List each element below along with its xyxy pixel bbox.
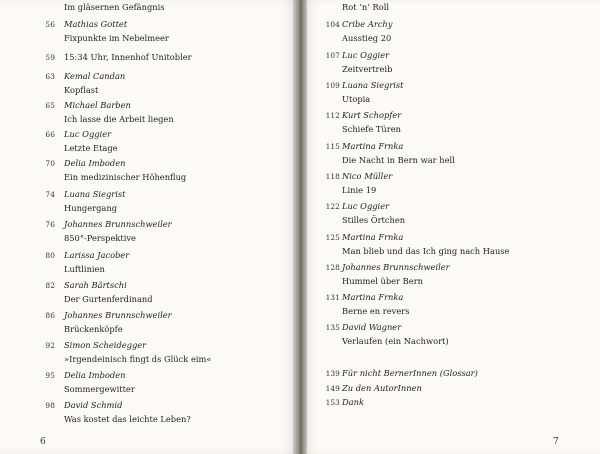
entry-page-number: 109 [325,81,340,90]
entry-author: Martina Frnka [342,292,404,302]
entry-title: Brückenköpfe [64,324,123,334]
entry-page-number: 86 [45,311,55,320]
entry-page-number: 135 [325,323,340,332]
entry-title: Utopia [342,94,371,104]
toc-entry [0,171,600,205]
entry-author: Sarah Bärtschi [64,280,127,290]
entry-author: Johannes Brunnschweiler [64,310,172,320]
entry-page-number: 107 [325,51,340,60]
entry-title: Letzte Etage [64,143,118,153]
entry-page-number: 112 [325,111,340,120]
page-number-left: 6 [40,437,46,447]
entry-title: Ausstieg 20 [342,33,392,43]
entry-page-number: 59 [45,53,55,62]
entry-page-number: 82 [45,281,55,290]
entry-page-number: 56 [45,20,55,29]
entry-author: David Schmid [64,400,123,410]
entry-author: Luc Oggier [342,201,390,211]
entry-title: Was kostet das leichte Leben? [64,414,191,424]
entry-author: Martina Frnka [342,232,404,242]
entry-page-number: 98 [45,401,55,410]
entry-page-number: 139 [325,369,340,378]
entry-title: Verlaufen (ein Nachwort) [342,336,449,346]
toc-entry [0,80,600,114]
entry-title: Man blieb und das Ich ging nach Hause [342,246,510,256]
entry-title: Stilles Örtchen [342,215,406,225]
entry-title: Linie 19 [342,185,377,195]
entry-page-number: 118 [325,172,340,181]
entry-author: Simon Scheidegger [64,340,147,350]
entry-author: Kemal Candan [64,71,126,81]
entry-title: Berne en revers [342,306,410,316]
entry-author: Luc Oggier [342,50,390,60]
toc-entry [0,322,600,356]
entry-author: Larissa Jacober [64,250,130,260]
entry-title: Luftlinien [64,264,105,274]
entry-title: Sommergewitter [64,384,135,394]
entry-author: Delia Imboden [64,370,126,380]
entry-page-number: 74 [45,190,55,199]
entry-author: David Wagner [342,322,402,332]
entry-page-number: 95 [45,371,55,380]
entry-page-number: 63 [45,72,55,81]
entry-page-number: 92 [45,341,55,350]
entry-author: Mathias Gottet [64,19,128,29]
entry-page-number: 104 [325,20,340,29]
entry-page-number: 131 [325,293,340,302]
entry-author: Johannes Brunnschweiler [64,219,172,229]
entry-title: Ein medizinischer Höhenflug [64,172,187,182]
entry-title: Kopflast [64,85,99,95]
toc-entry [0,232,600,266]
toc-entry [0,201,600,235]
entry-title: Dank [342,397,364,407]
entry-title: 850°-Perspektive [64,233,136,243]
entry-page-number: 115 [325,142,340,151]
entry-page-number: 80 [45,251,55,260]
page-number-right: 7 [553,437,559,447]
toc-entry [0,50,600,84]
entry-page-number: 70 [45,159,55,168]
entry-author: Delia Imboden [64,158,126,168]
entry-title: Zu den AutorInnen [342,383,422,393]
entry-title: 15:34 Uhr, Innenhof Unitobler [64,52,192,62]
entry-author: Luana Siegrist [342,80,404,90]
entry-author: Nico Müller [342,171,393,181]
entry-author: Johannes Brunnschweiler [342,262,450,272]
entry-title: Für nicht BernerInnen (Glossar) [342,368,478,378]
entry-author: Martina Frnka [342,141,404,151]
entry-title: Ich lasse die Arbeit liegen [64,114,174,124]
entry-title: »Irgendeinisch fingt ds Glück eim« [64,354,212,364]
entry-page-number: 125 [325,233,340,242]
entry-title: Fixpunkte im Nebelmeer [64,33,169,43]
entry-title: Schiefe Türen [342,124,401,134]
entry-title: Im gläsernen Gefängnis [64,2,165,12]
entry-page-number: 76 [45,220,55,229]
entry-page-number: 153 [325,398,340,407]
toc-entry [0,110,600,144]
entry-page-number: 122 [325,202,340,211]
entry-title: Die Nacht in Bern war hell [342,155,455,165]
entry-title: Hungergang [64,203,118,213]
toc-entry [0,262,600,296]
toc-entry [0,141,600,175]
entry-author: Kurt Schopfer [342,110,402,120]
entry-title: Zeitvertreib [342,64,393,74]
entry-author: Luc Oggier [64,129,112,139]
entry-title: Hummel über Bern [342,276,423,286]
entry-page-number: 128 [325,263,340,272]
entry-author: Cribe Archy [342,19,393,29]
entry-page-number: 66 [45,130,55,139]
entry-title: Rot ’n’ Roll [342,2,390,12]
entry-page-number: 65 [45,101,55,110]
entry-author: Luana Siegrist [64,189,126,199]
entry-author: Michael Barben [64,100,131,110]
entry-title: Der Gurtenferdinand [64,294,153,304]
entry-page-number: 149 [325,384,340,393]
toc-entry [0,292,600,326]
toc-entry [0,19,600,53]
toc-appendix-entry [0,397,600,431]
